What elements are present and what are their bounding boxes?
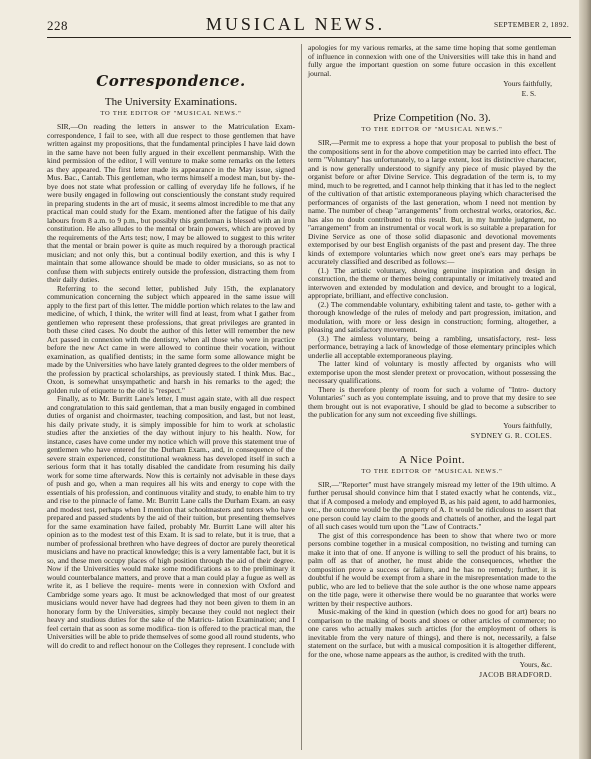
paragraph: There is therefore plenty of room for such a volume of "Intro- ductory Voluntaries" such as you contemplate issuing, and to prove that my desire to see them brought out is not evaporative, I should be glad to become a subscriber to the publication for any sum not exceeding five shillings. xyxy=(308,384,556,419)
paragraph: (3.) The aimless voluntary, being a rambling, unsatisfactory, rest- less performance, betraying a lack of knowledge of those elementary principles which underlie all acceptable extemporaneous playing. xyxy=(308,333,556,360)
issue-date: SEPTEMBER 2, 1892. xyxy=(494,20,569,29)
signoff-name: SYDNEY G. R. COLES. xyxy=(470,430,552,440)
running-title: MUSICAL NEWS. xyxy=(205,14,386,34)
section-heading: Correspondence. xyxy=(96,72,246,90)
paragraph: SIR,—On reading the letters in answer to the Matriculation Exam- correspondence, I fail to see, with all due respect to those gentlemen that have written against my propositions, that the fundamental principles I have laid down in the same have not been fully argued in their excellent penmanship. With the kind permission of the editor, I will venture to make some remarks on the letters as they appeared. The first letter made its appearance in the May issue, signed Mus. Bac., Cantab. This gentleman, who terms himself a modest man, but by- the-bye does not state what profession or calling of everyday life he follows, if he were busily engaged in following out conscientiously the constant study required in preparing students in the art of music, it seems almost incredible to me that any practical man could study for the Exam. mentioned after the fatigue of his daily labours from 8 a.m. to 9 p.m., but possibly this gentleman is blessed with an iron constitution. He also alludes to the mental or brain powers, which are proved by the requirements of the Arts test; now, I may be allowed to suggest to this writer that the mental or brain power is quite as much required by a thorough practical musician; and not only this, but a continual bodily exertion, and this is why I maintain that some allowance should be made to older musicians, so as not to confuse them with subjects entirely outside the profession, distracting them from their daily duties. xyxy=(47,122,295,284)
page-number: 228 xyxy=(47,18,68,33)
paragraph: The latter kind of voluntary is mostly affected by organists who will extemporise upon the most slender pretext or provocation, without possessing the necessary qualifications. xyxy=(308,359,556,385)
page-header xyxy=(0,0,591,40)
editor-line: TO THE EDITOR OF "MUSICAL NEWS." xyxy=(361,467,503,475)
header-rule xyxy=(47,37,571,38)
signoff-closing: Yours faithfully, xyxy=(503,79,552,88)
editor-line: TO THE EDITOR OF "MUSICAL NEWS." xyxy=(100,110,242,117)
paragraph: (1.) The artistic voluntary, showing genuine inspiration and design in construction, the theme or themes being contrapuntally or imitatively treated and interwoven and extended by modulation and device, and brought to a logical, appropriate, brilliant, and effective conclusion. xyxy=(308,265,556,300)
paragraph: SIR,—Permit me to express a hope that your proposal to publish the best of the compositions sent in for the above competition may be carried into effect. The term "Voluntary" has unfortunately, to a large extent, lost its distinctive character, and is now generally understood to signify any piece of music played by the organist before or after Divine Service. This degradation of the term is, to my mind, much to be regretted, and I cannot help thinking that it has led to the neglect of the cultivation of that artistic extemporaneous playing which characterised the performances of organists of the last generation, whom I need not mention by name. The number of cheap "arrangements" from orchestral works, oratorios, &c. has also no doubt contributed to this result. But, in my humble judgment, no "arrangement" from an instrumental or vocal work is so suitable a preparation for Divine Service as one of those solid diapasonic and devotional movements extemporised by our best English organists of the past and present day. The three kinds of extempore voluntaries which now greet one's ears may perhaps be accurately classified and described as follows:— xyxy=(308,138,556,266)
left-column xyxy=(47,44,295,650)
paragraph: (2.) The commendable voluntary, exhibiting talent and taste, to- gether with a thorough knowledge of the rules of melody and part progression, imitation, and modulation, with more or less design in construction; forming, altogether, a pleasing and satisfactory movement. xyxy=(308,299,556,334)
paragraph: The gist of this correspondence has been to show that where two or more persons combine together in a musical composition, no twisting and turning can make it into that of one. If anyone is willing to sell the product of his brains, to palm off as that of another, he must abide the consequences, whether the composition prove a success or failure, and he has no remedy; further, it is doubtful if he would be exempt from a share in the misrepresentation made to the public, who are led to believe that the sole author is the one whose name appears on the title page, were it otherwise there would be no guarantee that works were written by their respective authors. xyxy=(308,530,556,608)
paragraph: SIR,—"Reporter" must have strangely misread my letter of the 19th ultimo. A further perusal should convince him that I stated exactly what he contends, viz., that if A composed a melody and employed B, as his paid agent, to add harmonies, etc., the outcome would be the property of A. It would be ridiculous to assert that one person could lay claim to the goods and chattels of another, and the legal part of all such cases would turn upon the "Law of Contracts." xyxy=(308,479,556,531)
editor-line: TO THE EDITOR OF "MUSICAL NEWS." xyxy=(361,126,503,133)
page-binding-shadow xyxy=(579,0,591,759)
paragraph: Finally, as to Mr. Burritt Lane's letter, I must again state, with all due respect and congratulation to this said gentleman, that a man busily engaged in combined duties of organist and choirmaster, teaching composition, and last, but not least, his daily private study, it is simply impossible for him to work at scholastic studies after the anxieties of the day without injury to his health. Now, for instance, cases have come under my notice which will prove this statement true of gentlemen who have entered for the Durham Exam., and, in consequence of the severe strain experienced, constitutional weakness has developed itself in such a serious form that it has totally disabled the candidate from resuming his daily work for some time afterwards. Now this is certainly not advisable in these days of push and go, when a man requires all his wits and energy to cope with the essentials of his profession, and continuous vitality and study, to enable him to try and rise to the pinnacle of fame. Mr. Burritt Lane calls the Durham Exam. an easy and modest test, perhaps when I mention that schoolmasters and tutors who have prepared and passed students by the aid of their tuition, but presenting themselves for the same examination have failed, probably Mr. Burritt Lane will alter his opinion as to the modest test of this Exam. It is sad to relate, but it is true, that a number of professional brethren who have degrees of doctor are purely theoretical musicians and have no practical knowledge; this is a very lamentable fact, but it is so, and these men occupy places of high position through the aid of their degree. Now if the Universities would make some modifications as to the preliminary it would counterbalance matters, and prove that a man could play a fugue as well as write it, as I believe the require- ments were in connexion with Oxford and Cambridge some years ago. It must be acknowledged that most of our greatest musicians would never have had degrees had they not been given to them in an honorary form by the Universities, simply because they could not neglect their heavy and studious duties for the sake of the Matricu- lation Examination; and I feel certain that as soon as some modifica- tion is offered to the practical man, the Universities will be able to pride themselves of some good all round students, who will do credit to and reflect honour on the Colleges they represent. I conclude with xyxy=(47,394,295,650)
article-title: A Nice Point. xyxy=(398,453,466,466)
right-column xyxy=(308,44,556,679)
continuation-paragraph: apologies for my various remarks, at the same time hoping that some gentleman of influence in connexion with one of the Universities will take this in hand and fully argue the important question on some future occasion in this excellent journal. xyxy=(308,43,556,78)
signoff-closing: Yours faithfully, xyxy=(503,420,552,430)
column-divider xyxy=(301,44,302,750)
signoff-name: JACOB BRADFORD. xyxy=(479,670,552,679)
article-title: The University Examinations. xyxy=(104,96,238,108)
paragraph: Referring to the second letter, published July 15th, the explanatory communication concerning the subject which appeared in the same issue will apply to the first part of this letter. The middle portion which relates to the law and medicine, of which, I think, the writer will find at least, from what I gather from gentlemen who represent these professions, that great privileges are granted in both these cited cases. No doubt the author of this letter will remember the new Act passed in connexion with the dentistry, when all those who were in practice before the new Act came in were allowed to continue their vocation, without examination, as qualified dentists; in the same form some allowance might be made by the Universities who have lately granted degrees to the older members of the profession by practical scholarships, as previously stated. I think Mus. Bac., Oxon, is somewhat unsympathetic and harsh in his remarks to the aged; the golden rule of etiquette to the old is "respect." xyxy=(47,283,295,395)
signoff-closing: Yours, &c. xyxy=(519,660,552,669)
article-title: Prize Competition (No. 3). xyxy=(373,112,491,124)
paragraph: Music-making of the kind in question (which does no good for art) bears no comparison to the making of boots and shoes or other articles of commerce; no one cares who actually makes such articles (for the employment of others is inevitable from the very nature of things), and there is not, necessarily, a false statement on the surface, but with a musical composition it is altogether different, for the one, whose name appears as the author, is credited with the truth. xyxy=(308,607,556,659)
signoff-name: E. S. xyxy=(521,89,536,98)
